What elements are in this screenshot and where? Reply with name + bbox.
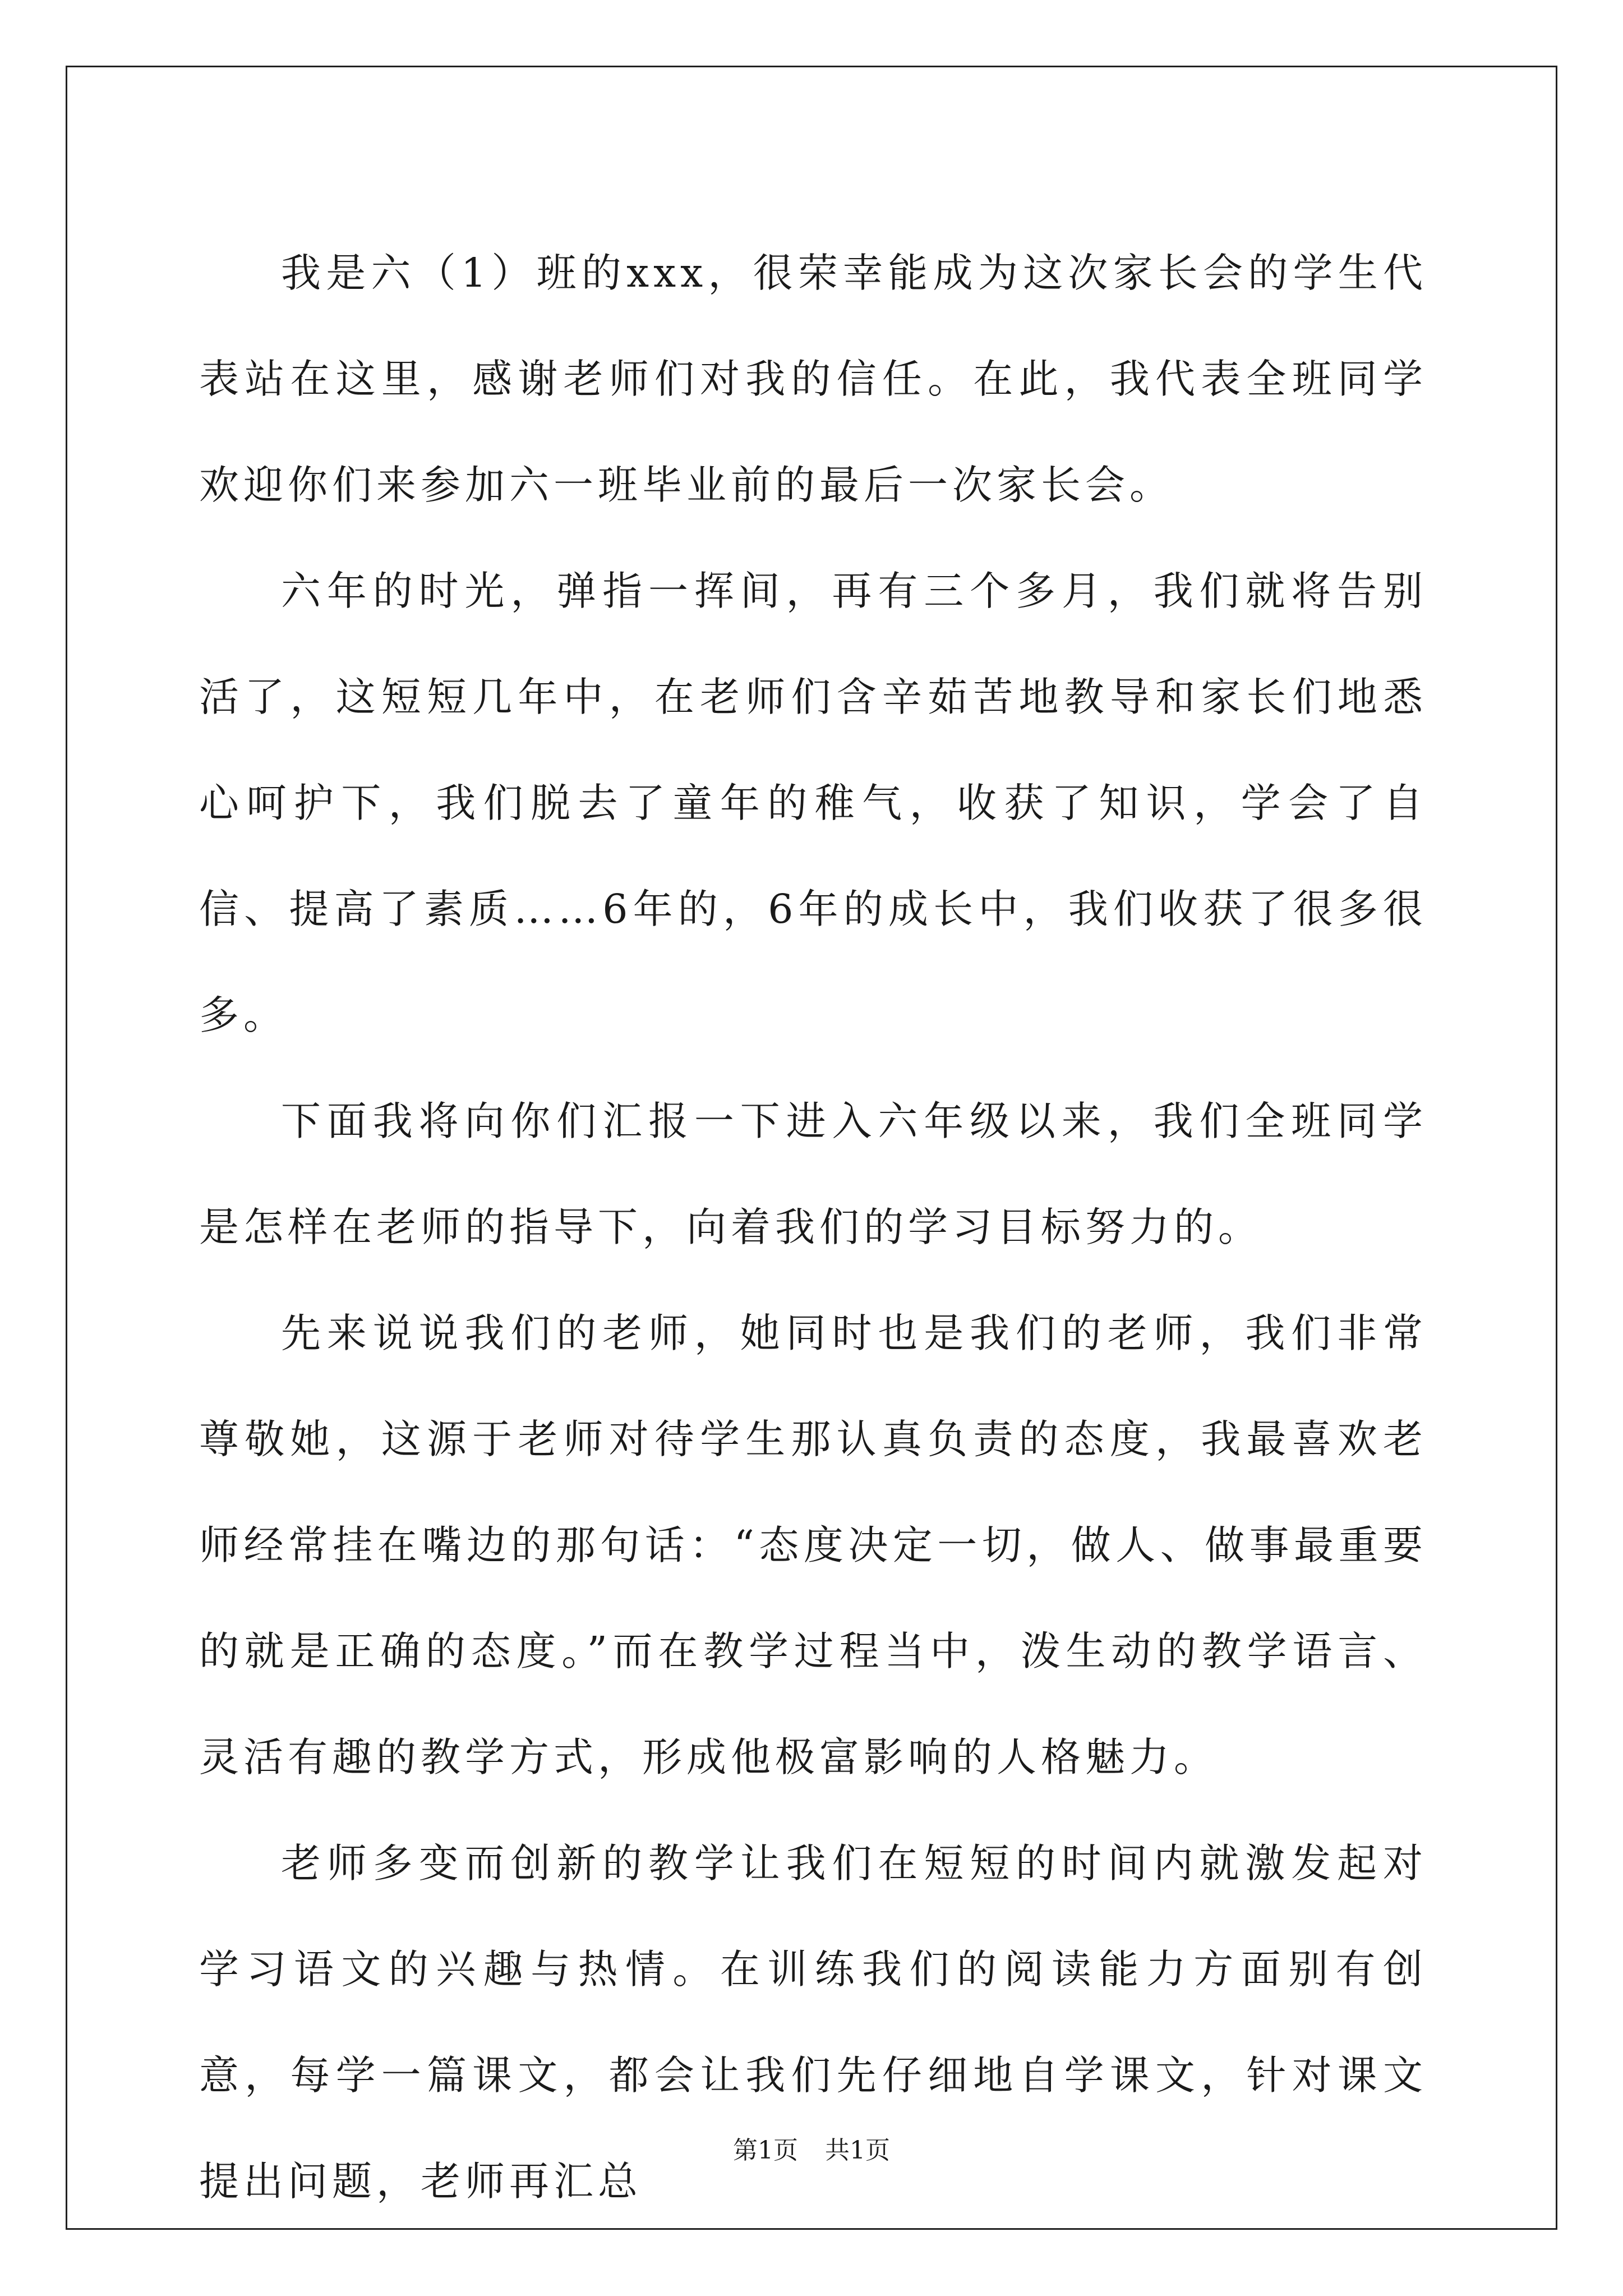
paragraph-5: 老师多变而创新的教学让我们在短短的时间内就激发起对学习语文的兴趣与热情。在训练我们的阅读能力方面别有创意，每学一篇课文，都会让我们先仔细地自学课文，针对课文提出问题，老师再汇总 <box>199 1840 1427 2205</box>
page-total: 共1页 <box>825 2136 890 2165</box>
paragraph-3: 下面我将向你们汇报一下进入六年级以来，我们全班同学是怎样在老师的指导下，向着我们的学习目标努力的。 <box>199 1098 1427 1250</box>
paragraph-2: 六年的时光，弹指一挥间，再有三个多月，我们就将告别活了，这短短几年中，在老师们含辛茹苦地教导和家长们地悉心呵护下，我们脱去了童年的稚气，收获了知识，学会了自信、提高了素质……6年的，6年的成长中，我们收获了很多很多。 <box>199 568 1427 1038</box>
document-body <box>199 220 1427 2234</box>
page-number: 第1页 <box>733 2136 798 2165</box>
page-footer <box>0 2134 1623 2168</box>
paragraph-4: 先来说说我们的老师，她同时也是我们的老师，我们非常尊敬她，这源于老师对待学生那认真负责的态度，我最喜欢老师经常挂在嘴边的那句话：“态度决定一切，做人、做事最重要的就是正确的态度。”而在教学过程当中，泼生动的教学语言、灵活有趣的教学方式，形成他极富影响的人格魅力。 <box>199 1310 1427 1780</box>
paragraph-1: 我是六（1）班的xxx，很荣幸能成为这次家长会的学生代表站在这里，感谢老师们对我的信任。在此，我代表全班同学欢迎你们来参加六一班毕业前的最后一次家长会。 <box>199 250 1427 508</box>
